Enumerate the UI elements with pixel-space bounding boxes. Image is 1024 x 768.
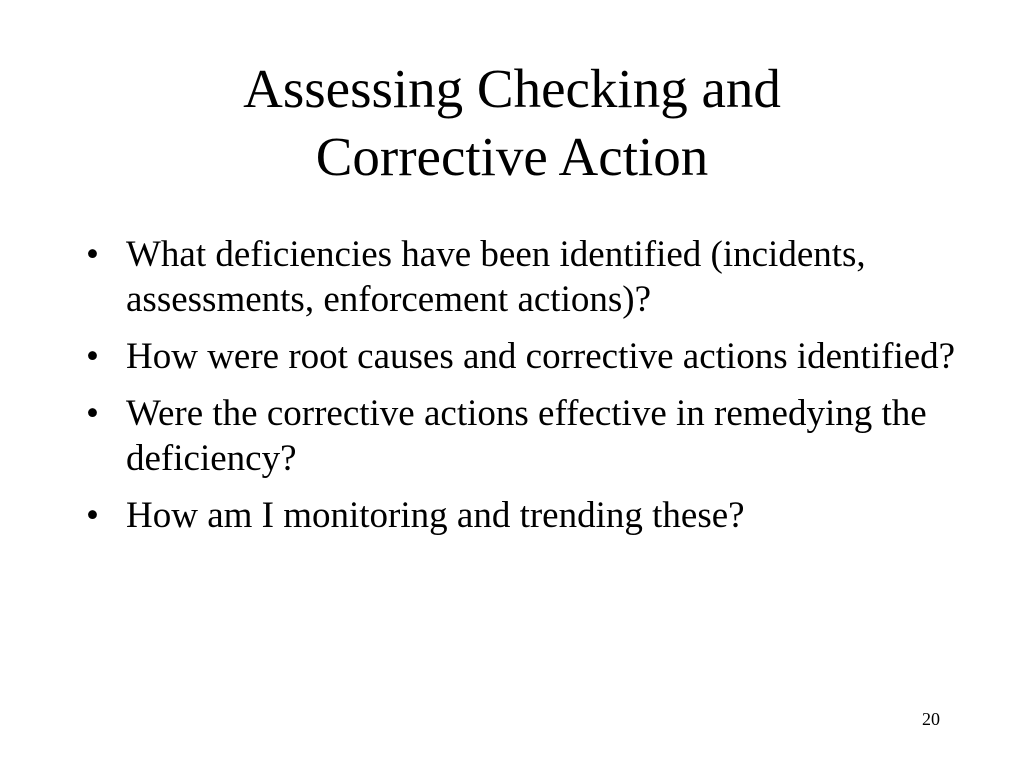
bullet-icon: • <box>86 234 99 275</box>
slide-title-line-2: Corrective Action <box>315 126 709 187</box>
page-number: 20 <box>922 709 940 729</box>
bullet-icon: • <box>86 495 99 536</box>
bullet-icon: • <box>86 336 99 377</box>
slide-title-line-1: Assessing Checking and <box>243 58 781 119</box>
bullet-item <box>86 493 966 538</box>
bullet-icon: • <box>86 393 99 434</box>
bullet-text: How were root causes and corrective actions identified? <box>126 336 956 377</box>
bullet-text: What deficiencies have been identified (incidents, assessments, enforcement actions)? <box>126 234 866 320</box>
bullet-text: Were the corrective actions effective in remedying the deficiency? <box>126 393 927 479</box>
slide-title <box>0 55 1024 191</box>
bullet-list <box>86 232 966 550</box>
bullet-text: How am I monitoring and trending these? <box>126 495 745 536</box>
bullet-item <box>86 334 966 379</box>
bullet-item <box>86 391 966 481</box>
bullet-item <box>86 232 966 322</box>
